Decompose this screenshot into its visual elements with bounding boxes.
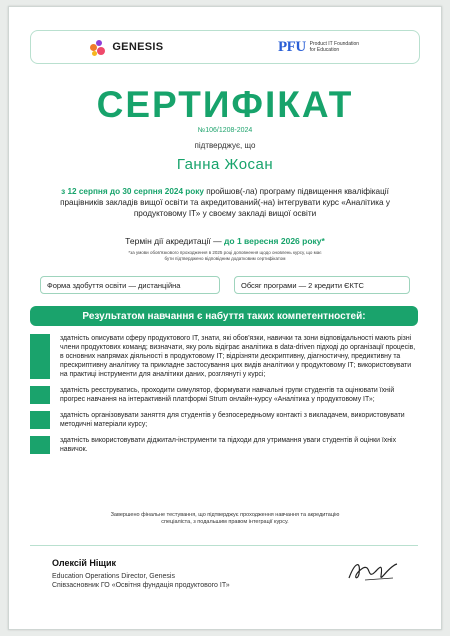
list-item <box>30 386 418 404</box>
program-volume-box: Обсяг програми — 2 кредити ЄКТС <box>234 276 410 294</box>
signer-role-1: Education Operations Director, Genesis <box>52 573 175 580</box>
competency-text: здатність використовувати діджитал-інструменти та підходи для утримання уваги студентів й оцінки їхніх навичок. <box>60 437 397 453</box>
signature-divider <box>30 545 418 546</box>
genesis-dots-icon <box>88 37 108 57</box>
pfu-logo-mark: PFU <box>278 38 306 55</box>
competency-text: здатність організовувати заняття для студентів у безпосередньому контакті з викладачем, використовувати методичні матеріали курсу; <box>60 412 405 428</box>
item-marker <box>30 436 50 454</box>
certificate-number: №106/1208-2024 <box>197 127 253 134</box>
genesis-logo <box>88 37 163 57</box>
program-text: пройшов(-ла) програму підвищення кваліфікації працівників закладів вищої освіти та акредитований(-на) інтегрувати курс «Аналітика у продуктовому ІТ» у своєму закладі вищої освіти <box>60 187 390 218</box>
accreditation-label: Термін дії акредитації — <box>125 236 224 246</box>
signer-roles <box>52 572 230 590</box>
signer-role-2: Співзасновник ГО «Освітня фундація продуктового ІТ» <box>52 582 230 589</box>
confirms-text: підтверджує, що <box>194 141 256 150</box>
list-item <box>30 411 418 429</box>
signature-icon <box>345 556 405 586</box>
pfu-logo-subtitle: Product IT Foundation for Education <box>309 41 360 53</box>
list-item <box>30 436 418 454</box>
accreditation-value: до 1 вересня 2026 року* <box>224 236 325 246</box>
final-note-text: Завершено фінальне тестування, що підтверджує проходження навчання та акредитацію спеціаліста, з подальшим правом інтеграції курсу. <box>110 512 340 525</box>
item-marker <box>30 334 50 379</box>
competencies-list <box>30 334 418 461</box>
education-form-box: Форма здобуття освіти — дистанційна <box>40 276 220 294</box>
certificate-title: СЕРТИФІКАТ <box>96 84 354 125</box>
competency-text: здатність реєструватись, проходити симулятор, формувати навчальні групи студентів та оцінювати їхній прогрес навчання на інтерактивній платформі Strum онлайн-курсу «Аналітика у продуктовому ІТ»; <box>60 387 395 403</box>
genesis-logo-text: GENESIS <box>112 41 164 53</box>
list-item <box>30 334 418 379</box>
signer-name: Олексій Ніщик <box>52 558 117 568</box>
logo-bar <box>30 30 420 64</box>
program-dates: з 12 серпня до 30 серпня 2024 року <box>61 187 204 196</box>
program-description <box>40 186 410 219</box>
results-header: Результатом навчання є набуття таких компетентностей: <box>30 306 418 326</box>
final-note <box>0 512 450 526</box>
accreditation-footnote <box>0 250 450 262</box>
recipient-name: Ганна Жосан <box>176 156 274 173</box>
competency-text: здатність описувати сферу продуктового ІТ, знати, які обов'язки, навички та зони відповідальності мають різні члени продуктових команд; визначати, яку роль відіграє аналітика в data-driven підході до організації процесів, в основних напрямах діяльності в продуктовому ІТ; відрізняти дескриптивну, діагностичну, предиктивну та прескриптивну аналітику та прикладне застосування цих видів аналітики у продуктовому ІТ; використовувати на практиці інструменти для аналітики даних, розглянуті у курсі; <box>60 335 416 378</box>
accreditation-line <box>0 236 450 246</box>
item-marker <box>30 386 50 404</box>
footnote-text: *за умови обов'язкового проходження в 2025 році доповнення щодо оновлень курсу, що має бути підтверджено відповідним додатковим сертифікатом <box>128 250 322 261</box>
item-marker <box>30 411 50 429</box>
pfu-logo <box>278 39 362 56</box>
